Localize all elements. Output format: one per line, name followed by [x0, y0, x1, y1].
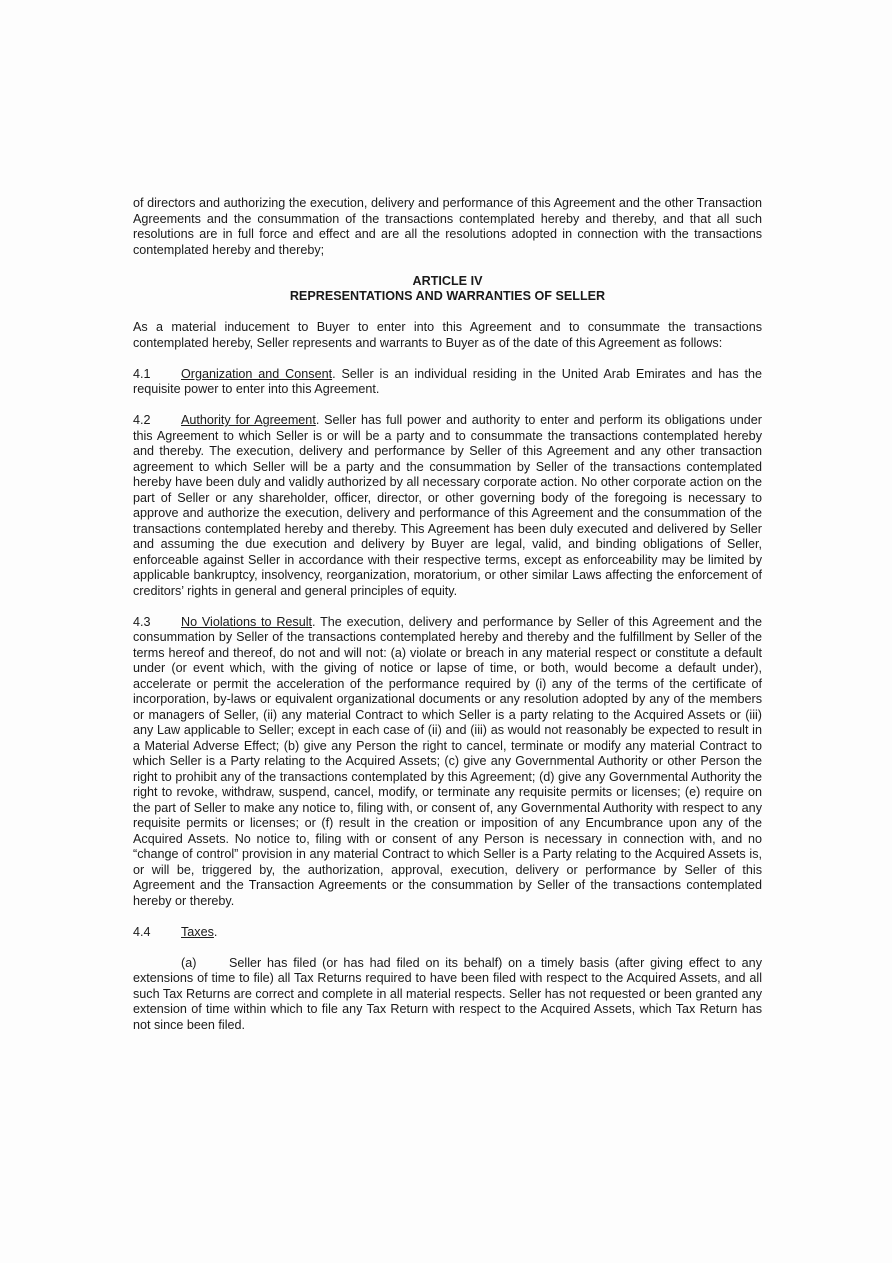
section-number: 4.1 — [133, 366, 151, 381]
article-number: ARTICLE IV — [412, 273, 483, 288]
section-number: 4.4 — [133, 924, 151, 939]
subsection-4-4-a — [133, 956, 762, 1034]
section-number: 4.3 — [133, 614, 151, 629]
subsection-text: Seller has filed (or has had filed on its behalf) on a timely basis (after giving effect to any extensions of time to file) all Tax Returns required to have been filed with respect to the Acquired Assets, and all such Tax Returns are correct and complete in all material respects. Seller has not requested or been granted any extension of time within which to file any Tax Return with respect to the Acquired Assets, which Tax Return has not since been filed. — [133, 955, 762, 1032]
subsection-label: (a) — [181, 955, 197, 970]
section-text: . The execution, delivery and performance by Seller of this Agreement and the consummation by Seller of the transactions contemplated hereby and thereby and the fulfillment by Seller of the terms hereof and thereof, do not and will not: (a) violate or breach in any material respect or constitute a default under (or event which, with the giving of notice or lapse of time, or both, would become a default under), accelerate or permit the acceleration of the performance required by (i) any of the terms of the certificate of incorporation, by-laws or equivalent organizational documents or any resolution adopted by any of the members or managers of Seller, (ii) any material Contract to which Seller is a party relating to the Acquired Assets or (iii) any Law applicable to Seller; except in each case of (ii) and (iii) as would not reasonably be expected to result in a Material Adverse Effect; (b) give any Person the right to cancel, terminate or modify any material Contract to which Seller is a Party relating to the Acquired Assets; (c) give any Governmental Authority or other Person the right to prohibit any of the transactions contemplated by this Agreement; (d) give any Governmental Authority the right to revoke, withdraw, suspend, cancel, modify, or terminate any requisite permits or licenses; (e) require on the part of Seller to make any notice to, filing with, or consent of, any Governmental Authority with respect to any requisite permits or licenses; or (f) result in the creation or imposition of any Encumbrance upon any of the Acquired Assets. No notice to, filing with or consent of any Person is necessary in connection with, and no “change of control” provision in any material Contract to which Seller is a Party relating to the Acquired Assets is, or will be, triggered by, the authorization, approval, execution, delivery or performance by Seller of this Agreement and the Transaction Agreements or the consummation by Seller of the transactions contemplated hereby or thereby. — [133, 614, 762, 908]
section-number: 4.2 — [133, 413, 151, 427]
section-heading: No Violations to Result — [181, 614, 313, 629]
section-4-1 — [133, 367, 762, 398]
article-preamble: As a material inducement to Buyer to enter into this Agreement and to consummate the transactions contemplated hereby, Seller represents and warrants to Buyer as of the date of this Agreement as follows: — [133, 320, 762, 350]
section-4-4 — [133, 925, 762, 941]
section-4-3 — [133, 615, 762, 910]
section-heading: Organization and Consent — [181, 366, 333, 381]
section-text: . Seller is an individual residing in the United Arab Emirates and has the requisite power to enter into this Agreement. — [133, 366, 762, 396]
section-text: . Seller has full power and authority to enter and perform its obligations under this Agreement to which Seller is or will be a party and to consummate the transactions contemplated hereby and thereby. The execution, delivery and performance by Seller of this Agreement and any other transaction agreement to which Seller will be a party and the consummation by Seller of the transactions contemplated hereby have been duly and validly authorized by all necessary corporate action. No other corporate action on the part of Seller or any shareholder, officer, director, or other governing body of the foregoing is necessary to approve and authorize the execution, delivery and performance of this Agreement and the consummation of the transactions contemplated hereby and thereby. This Agreement has been duly executed and delivered by Seller and assuming the due execution and delivery by Buyer are legal, valid, and binding obligations of Seller, enforceable against Seller in accordance with their respective terms, except as enforceability may be limited by applicable bankruptcy, insolvency, reorganization, moratorium, or other similar Laws affecting the enforcement of creditors’ rights in general and general principles of equity. — [133, 413, 762, 598]
section-4-2 — [133, 413, 762, 599]
document-body — [133, 196, 762, 1033]
intro-paragraph: of directors and authorizing the execution, delivery and performance of this Agreement and the other Transaction Agreements and the consummation of the transactions contemplated hereby and thereby, and that all such resolutions are in full force and effect and are all the resolutions adopted in connection with the transactions contemplated hereby and thereby; — [133, 196, 762, 257]
section-text: . — [213, 924, 218, 939]
section-heading: Authority for Agreement — [181, 413, 316, 427]
article-title: REPRESENTATIONS AND WARRANTIES OF SELLER — [289, 289, 606, 303]
article-heading — [133, 274, 762, 305]
section-heading: Taxes — [181, 924, 214, 939]
